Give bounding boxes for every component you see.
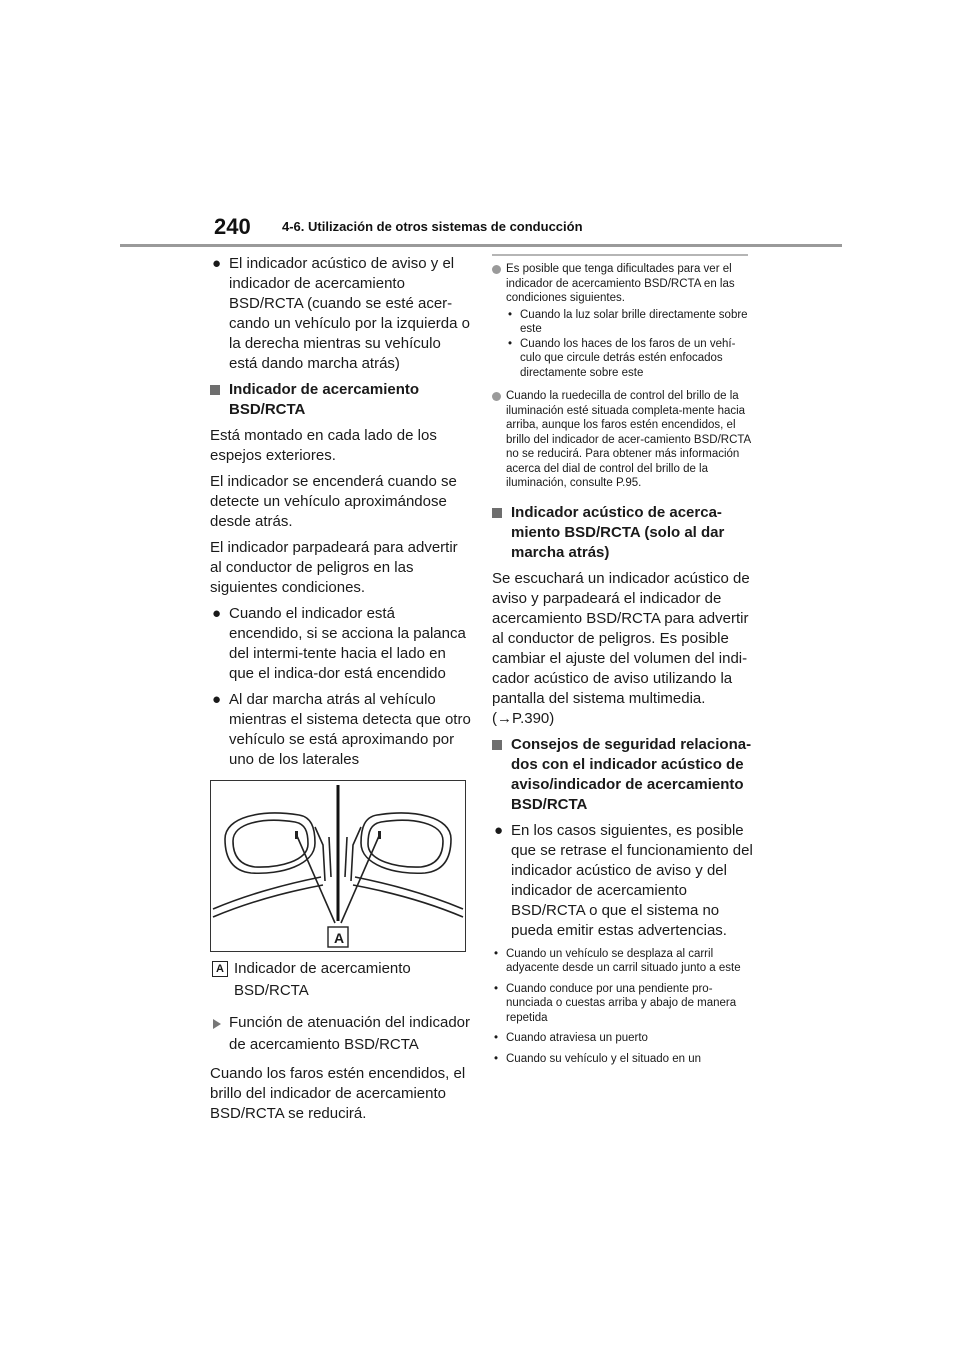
sub-item-text: Cuando la luz solar brille directamente sobre este [520,308,748,335]
bullet-text: Al dar marcha atrás al vehículo mientras el sistema detecta que otro vehículo se está aproximando por uno de los laterales [229,691,471,768]
paragraph: El indicador parpadeará para advertir al conductor de peligros en las siguientes condiciones. [210,539,458,596]
sub-item-text: Cuando un vehículo se desplaza al carril adyacente desde un carril situado junto a este [506,947,741,974]
figure-label-a: A [333,930,345,946]
figure-caption [210,958,472,1002]
note-item [492,262,756,380]
square-heading-icon [210,385,220,395]
section-heading [210,380,472,420]
mirror-drawing [211,781,465,951]
bullet-text: El indicador acústico de aviso y el indicador de acercamiento BSD/RCTA (cuando se esté acer-cando un vehículo por la izquierda o la derecha mientras su vehículo está dando marcha atrás) [229,255,470,372]
square-heading-icon [492,740,502,750]
heading-text: Consejos de seguridad relaciona-dos con el indicador acústico de aviso/indicador de acercamiento BSD/RCTA [511,735,752,813]
gray-circle-icon [492,392,501,401]
bullet-item [210,254,472,374]
sub-item-text: Cuando conduce por una pendiente pro-nunciada o cuestas arriba y abajo de manera repetida [506,982,737,1024]
arrow-item [210,1012,472,1056]
note-text: Cuando la ruedecilla de control del brillo de la iluminación esté situada completa-mente hacia arriba, aunque los faros estén encendidos, el brillo del indicador de acer-camiento BSD/RCTA no se reducirá. Para obtener más información acerca del dial de control del brillo de la iluminación, consulte P.95. [506,390,751,489]
bullet-icon: ● [494,821,504,839]
bullet-icon: ● [212,605,222,622]
bullet-item [210,690,472,770]
paragraph: El indicador se encenderá cuando se detecte un vehículo aproximándose desde atrás. [210,473,457,530]
paragraph: Cuando los faros estén encendidos, el brillo del indicador de acercamiento BSD/RCTA se reducirá. [210,1065,466,1122]
sub-list-item [492,1052,756,1067]
section-heading [492,735,756,815]
page-reference: (→P.390) [492,709,555,727]
note-rule [492,254,748,256]
sub-item-text: Cuando los haces de los faros de un vehí-culo que circule detrás estén enfocados directamente sobre este [520,337,736,379]
sub-bullet-icon: • [508,337,513,350]
section-title: 4-6. Utilización de otros sistemas de conducción [282,219,583,234]
sub-item-text: Cuando atraviesa un puerto [506,1032,648,1044]
sub-bullet-icon: • [494,1032,499,1044]
bullet-icon: ● [212,255,222,272]
sub-item-text: Cuando su vehículo y el situado en un [506,1052,701,1065]
mirror-illustration [210,780,466,952]
sub-list-item [492,982,756,1026]
note-item [492,389,756,491]
left-column [210,254,472,1130]
sub-list-item [492,1031,756,1046]
gray-circle-icon [492,265,501,274]
paragraph: Se escuchará un indicador acústico de aviso y parpadeará el indicador de acercamiento BSD/RCTA para advertir al conductor de peligros. Es posible cambiar el ajuste del volumen del indi-cador acústico de aviso utilizando la pantalla del sistema multimedia. [492,569,750,707]
right-column [492,254,756,1072]
arrow-item-text: Función de atenuación del indicador de acercamiento BSD/RCTA [229,1014,471,1053]
sub-bullet-icon: • [494,947,499,960]
sub-bullet-icon: • [508,308,513,321]
bullet-item [210,604,472,684]
triangle-arrow-icon [213,1019,221,1029]
bullet-text: En los casos siguientes, es posible que se retrase el funcionamiento del indicador acústico de aviso y del indicador de acercamiento BSD/RCTA o que el sistema no pueda emitir estas advertencias. [511,821,753,939]
caption-badge: A [212,961,228,977]
sub-list-item [492,947,756,976]
sub-bullet-icon: • [494,1052,499,1065]
paragraph: Está montado en cada lado de los espejos exteriores. [210,427,437,464]
sub-bullet-icon: • [494,982,499,995]
bullet-text: Cuando el indicador está encendido, si se acciona la palanca del intermi-tente hacia el lado en que el indica-dor está encendido [229,605,466,682]
square-heading-icon [492,508,502,518]
heading-text: Indicador de acercamiento BSD/RCTA [229,381,420,418]
caption-text: Indicador de acercamiento BSD/RCTA [234,960,411,999]
sub-list-item [506,337,756,381]
section-heading [492,503,756,563]
note-text: Es posible que tenga dificultades para ver el indicador de acercamiento BSD/RCTA en las condiciones siguientes. [506,263,735,304]
heading-text: Indicador acústico de acerca-miento BSD/RCTA (solo al dar marcha atrás) [511,503,725,561]
sub-list-item [506,308,756,337]
page-number: 240 [214,214,251,239]
bullet-item [492,821,756,941]
bullet-icon: ● [212,691,222,708]
header-rule [120,244,842,247]
